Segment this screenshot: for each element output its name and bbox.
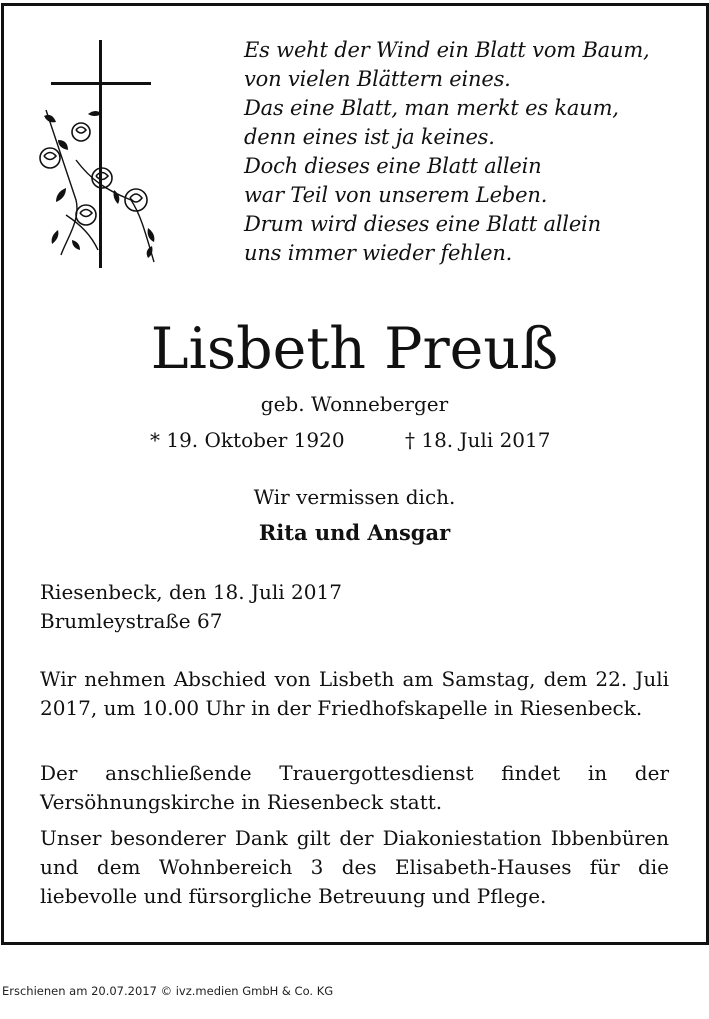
address-block <box>40 578 342 636</box>
deceased-name: Lisbeth Preuß <box>150 316 559 382</box>
poem-line: von vielen Blättern eines. <box>244 67 511 91</box>
poem-line: Das eine Blatt, man merkt es kaum, <box>244 96 619 120</box>
mourner-names: Rita und Ansgar <box>258 520 451 545</box>
poem-line: war Teil von unserem Leben. <box>244 183 548 207</box>
mourning-message: Wir vermissen dich. <box>253 485 456 509</box>
death-date: † 18. Juli 2017 <box>405 428 551 452</box>
poem <box>244 36 684 268</box>
poem-line: Doch dieses eine Blatt allein <box>244 154 542 178</box>
thanks-paragraph: Unser besonderer Dank gilt der Diakoniestation Ibbenbüren und dem Wohnbereich 3 des Elisabeth-Hauses für die liebevolle und fürsorgliche Betreuung und Pflege. <box>40 826 669 908</box>
cross-with-roses-icon <box>36 40 166 270</box>
birth-date: * 19. Oktober 1920 <box>150 428 345 452</box>
publication-footer: Erschienen am 20.07.2017 © ivz.medien GmbH & Co. KG <box>2 984 334 998</box>
poem-line: Es weht der Wind ein Blatt vom Baum, <box>244 38 650 62</box>
service-notice-paragraph: Der anschließende Trauergottesdienst findet in der Versöhnungskirche in Riesenbeck statt. <box>40 761 669 814</box>
poem-line: uns immer wieder fehlen. <box>244 241 513 265</box>
poem-line: denn eines ist ja keines. <box>244 125 495 149</box>
street-address: Brumleystraße 67 <box>40 609 223 633</box>
place-date: Riesenbeck, den 18. Juli 2017 <box>40 580 342 604</box>
maiden-name: geb. Wonneberger <box>260 392 449 416</box>
funeral-notice-paragraph: Wir nehmen Abschied von Lisbeth am Samstag, dem 22. Juli 2017, um 10.00 Uhr in der Friedhofskapelle in Riesenbeck. <box>40 667 669 720</box>
poem-line: Drum wird dieses eine Blatt allein <box>244 212 601 236</box>
